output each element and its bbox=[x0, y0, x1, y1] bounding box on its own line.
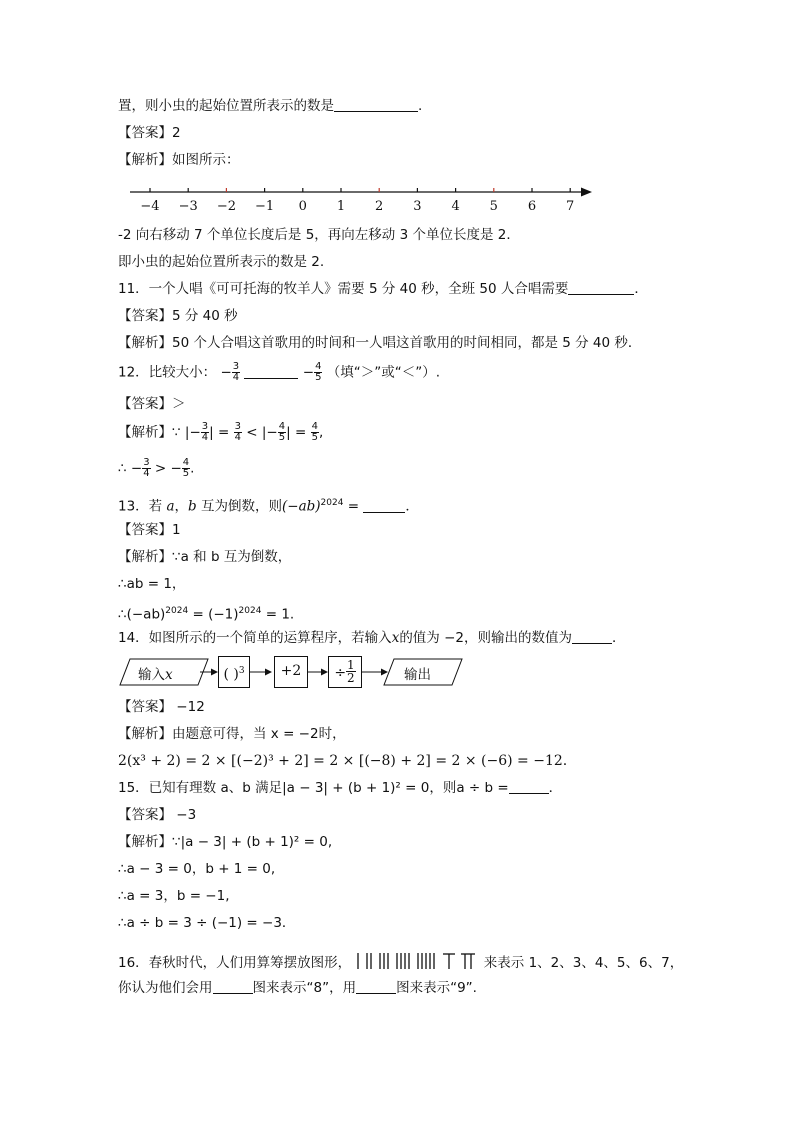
flow-add-box: +2 bbox=[274, 656, 308, 688]
question-16-line1: 16．春秋时代，人们用算筹摆放图形， 来表示 1、2、3、4、5、6、7， bbox=[118, 951, 683, 973]
number-line-label: 4 bbox=[451, 199, 460, 214]
q13-text: 13．若 bbox=[118, 498, 163, 515]
q10-tail bbox=[118, 96, 422, 116]
arrow-icon bbox=[265, 669, 272, 676]
fraction-4-5: $\frac{4}{5}$ bbox=[315, 361, 322, 383]
number-line-label: 7 bbox=[566, 199, 575, 214]
flow-cube-box: ( )$^3$ bbox=[218, 656, 250, 688]
analysis-15-line1: 【解析】∵|a − 3| + (b + 1)² = 0, bbox=[118, 834, 333, 850]
analysis-13-line3: $\therefore(-ab)^{2024} = (-1)^{2024} = 1$. bbox=[118, 606, 295, 623]
flow-output-label: 输出 bbox=[404, 667, 431, 683]
arrow-icon bbox=[381, 669, 388, 676]
analysis-14-line2: 2(x³ + 2) = 2 × [(−2)³ + 2] = 2 × [(−8) + 2] = 2 × (−6) = −12. bbox=[118, 753, 568, 769]
analysis-10-line2: 即小虫的起始位置所表示的数是 2. bbox=[118, 254, 325, 270]
flow-input-label: 输入x bbox=[138, 667, 173, 683]
number-line-label: 5 bbox=[489, 199, 498, 214]
q12-text: 12．比较大小： bbox=[118, 364, 217, 381]
answer-15: 【答案】 −3 bbox=[118, 807, 197, 823]
analysis-15-line2: ∴a − 3 = 0，b + 1 = 0, bbox=[118, 861, 276, 877]
answer-blank bbox=[356, 979, 396, 994]
fraction-3-4: $\frac{3}{4}$ bbox=[232, 361, 240, 383]
flowchart bbox=[118, 656, 466, 690]
number-line-label: −1 bbox=[255, 199, 275, 214]
answer-blank bbox=[509, 779, 549, 794]
number-line-label: 3 bbox=[413, 199, 422, 214]
arrow-icon bbox=[321, 669, 328, 676]
answer-blank bbox=[244, 364, 298, 379]
analysis-12-line2: ∴ − $\frac{3}{4}$ > − $\frac{4}{5}$ . bbox=[118, 457, 195, 479]
analysis-11: 【解析】50 个人合唱这首歌用的时间和一人唱这首歌用的时间相同，都是 5 分 40 秒． bbox=[118, 335, 642, 351]
answer-blank bbox=[334, 97, 418, 112]
number-line-label: −4 bbox=[140, 199, 160, 214]
q16-text: 16．春秋时代，人们用算筹摆放图形， bbox=[118, 955, 352, 971]
number-line-label: 1 bbox=[336, 199, 346, 214]
q11-text: 11．一个人唱《可可托海的牧羊人》需要 5 分 40 秒，全班 50 人合唱需要 bbox=[118, 281, 569, 297]
analysis-15-line3: ∴a = 3，b = −1, bbox=[118, 888, 230, 904]
q14-text: 14．如图所示的一个简单的运算程序，若输入 bbox=[118, 630, 392, 646]
answer-11: 【答案】5 分 40 秒 bbox=[118, 308, 238, 324]
analysis-15-line4: ∴a ÷ b = 3 ÷ (−1) = −3． bbox=[118, 915, 296, 931]
q11-end: ． bbox=[634, 281, 648, 297]
answer-blank bbox=[363, 498, 405, 513]
answer-blank bbox=[213, 979, 253, 994]
question-16-line2: 你认为他们会用 图来表示“8”，用 图来表示“9”. bbox=[118, 980, 477, 996]
number-line-label: 2 bbox=[375, 199, 384, 214]
analysis-13-line2: ∴ab = 1， bbox=[118, 576, 186, 592]
analysis-10-line1: -2 向右移动 7 个单位长度后是 5，再向左移动 3 个单位长度是 2． bbox=[118, 227, 520, 243]
question-11 bbox=[118, 279, 648, 299]
q10-text: 置，则小虫的起始位置所表示的数是 bbox=[118, 98, 334, 114]
number-line-label: −3 bbox=[178, 199, 198, 214]
question-14: 14．如图所示的一个简单的运算程序，若输入x的值为 −2，则输出的数值为 ． bbox=[118, 630, 626, 646]
answer-blank bbox=[568, 280, 634, 295]
analysis-14-line1: 【解析】由题意可得，当 x = −2时， bbox=[118, 726, 346, 742]
answer-12: 【答案】＞ bbox=[118, 396, 186, 412]
analysis-10-head: 【解析】如图所示： bbox=[118, 152, 240, 168]
arrow-icon bbox=[211, 669, 218, 676]
number-line-label: −2 bbox=[216, 199, 236, 214]
analysis-12-head: 【解析】∵ bbox=[118, 424, 181, 441]
flow-divide-box: ÷ $\frac{1}{2}$ bbox=[328, 656, 362, 688]
answer-13: 【答案】1 bbox=[118, 522, 181, 538]
number-line bbox=[118, 178, 598, 218]
counting-rods-figure bbox=[355, 951, 479, 971]
analysis-13-line1: 【解析】∵a 和 b 互为倒数， bbox=[118, 549, 292, 565]
q15-text: 15．已知有理数 a、b 满足|a − 3| + (b + 1)² = 0，则a ÷ b = bbox=[118, 780, 509, 796]
answer-blank bbox=[572, 629, 612, 644]
answer-10: 【答案】2 bbox=[118, 125, 181, 141]
analysis-12-line1: 【解析】∵ |− $\frac{3}{4}$ | = $\frac{3}{4}$ < |− $\frac{4}{5}$ | = $\frac{4}{5}$ , bbox=[118, 421, 324, 443]
number-line-arrow bbox=[581, 188, 592, 197]
q10-end: . bbox=[418, 98, 423, 114]
q12-hint: （填“＞”或“＜”）. bbox=[326, 364, 441, 381]
number-line-label: 0 bbox=[298, 199, 307, 214]
question-15: 15．已知有理数 a、b 满足|a − 3| + (b + 1)² = 0，则a ÷ b = ． bbox=[118, 780, 563, 796]
number-line-label: 6 bbox=[527, 199, 537, 214]
question-12: 12．比较大小： − $\frac{3}{4}$ − $\frac{4}{5}$ （填“＞”或“＜”）. bbox=[118, 361, 441, 383]
answer-14: 【答案】 −12 bbox=[118, 699, 205, 715]
question-13: 13．若 a，b 互为倒数，则$(-ab)^{2024}$ = ． bbox=[118, 498, 419, 515]
